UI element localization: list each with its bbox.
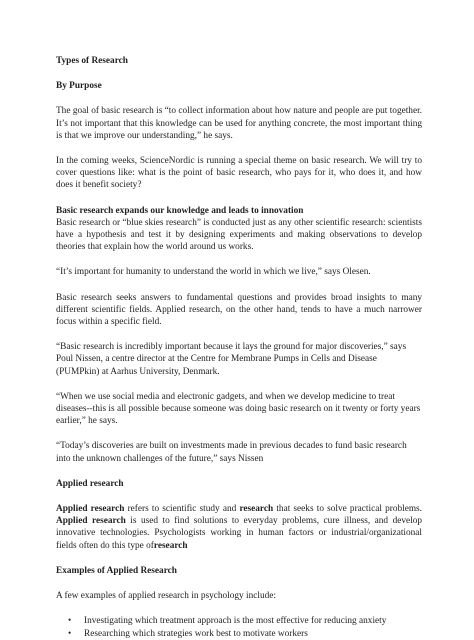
heading-basic-research: Basic research expands our knowledge and leads to innovation [56, 205, 304, 216]
research-term-2: research [153, 540, 188, 551]
list-item: • Researching which strategies work best to motivate workers [68, 628, 308, 639]
paragraph-blue-skies: Basic research or “blue skies research” is conducted just as any other scientific research: scientists have a hypothesis and test it by designing experiments and making observations to develop theories that explain how the world around us works. [56, 217, 422, 253]
research-term: research [239, 504, 274, 515]
paragraph-sciencenordic-theme: In the coming weeks, ScienceNordic is running a special theme on basic research. We will try to cover questions like: what is the point of basic research, who pays for it, who does it, and how does it benefit society? [56, 156, 422, 191]
paragraph-nissen-quote: “Basic research is incredibly important because it lays the ground for major discoveries,” says Poul Nissen, a centre director at the Centre for Membrane Pumps in Cells and Disease (PUMPkin) at Aarhus University, Denmark. [56, 342, 407, 377]
heading-by-purpose: By Purpose [56, 81, 102, 92]
paragraph-todays-discoveries: “Today’s discoveries are built on investments made in previous decades to fund basic research into the unknown challenges of the future,” says Nissen [56, 441, 407, 464]
paragraph-applied-research-definition: Applied research refers to scientific study and research that seeks to solve practical problems. Applied research is used to find solutions to everyday problems, cure illness, and develop innovative technologies. Psychologists working in human factors or industrial/organizational fields often do this type ofresearch [56, 504, 423, 551]
bullet-icon: • [68, 628, 72, 639]
list-item: • Investigating which treatment approach is the most effective for reducing anxiety [68, 616, 387, 627]
document-title: Types of Research [56, 56, 128, 66]
paragraph-social-media: “When we use social media and electronic gadgets, and when we develop medicine to treat diseases--this is all possible because someone was doing basic research on it twenty or forty years earlier,” he says. [56, 391, 421, 427]
applied-research-term: Applied research [56, 504, 125, 515]
paragraph-fundamental-questions: Basic research seeks answers to fundamental questions and provides broad insights to many different scientific fields. Applied research, on the other hand, tends to have a much narrower focus within a specific field. [56, 292, 422, 328]
heading-applied-research: Applied research [56, 478, 124, 489]
paragraph-examples-intro: A few examples of applied research in psychology include: [56, 591, 276, 602]
examples-list [56, 615, 422, 639]
heading-examples: Examples of Applied Research [56, 565, 177, 576]
bullet-icon: • [68, 616, 72, 627]
paragraph-basic-research-goal: The goal of basic research is “to collect information about how nature and people are put together. It’s not important that this knowledge can be used for anything concrete, the most important thing is that we improve our understanding,” he says. [56, 106, 422, 141]
applied-research-term-2: Applied research [56, 516, 126, 527]
paragraph-olesen-quote: “It’s important for humanity to understand the world in which we live,” says Olesen. [56, 267, 371, 278]
